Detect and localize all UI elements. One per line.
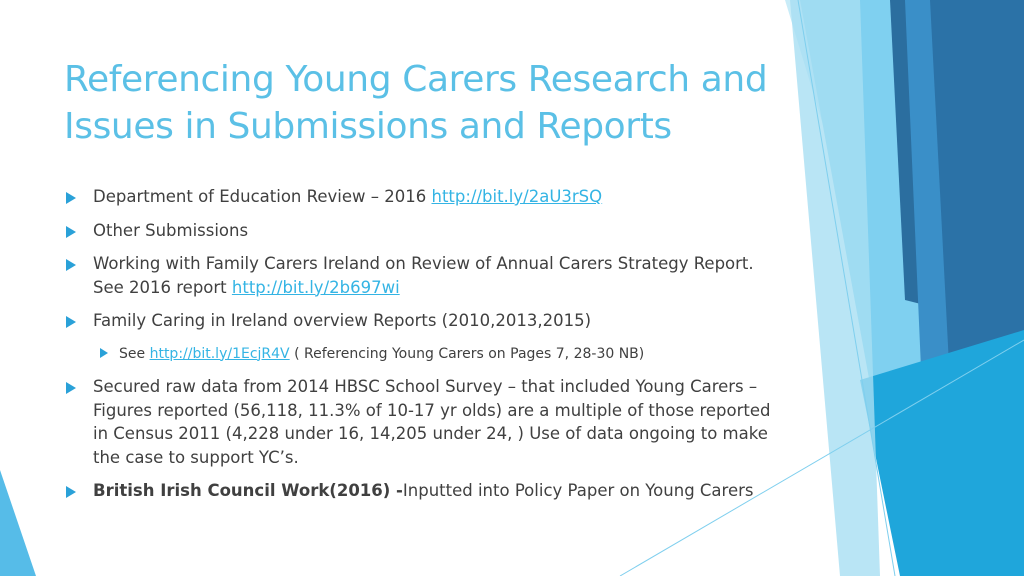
bullet-list (64, 185, 784, 513)
bullet-item (64, 252, 784, 299)
sub-bullet-prefix: See (119, 345, 150, 362)
deco-shape-left (0, 470, 36, 576)
bullet-arrow-icon (66, 486, 76, 498)
bullet-item (64, 219, 784, 243)
bullet-bold-text: British Irish Council Work(2016) - (93, 481, 403, 500)
sub-bullet-item (98, 343, 784, 367)
bullet-item (64, 479, 784, 503)
bullet-item (64, 185, 784, 209)
bullet-text: Working with Family Carers Ireland on Review of Annual Carers Strategy Report. See 2016 report (93, 254, 754, 297)
bullet-arrow-icon (66, 382, 76, 394)
bullet-arrow-icon (66, 259, 76, 271)
sub-bullet-suffix: ( Referencing Young Carers on Pages 7, 28-30 NB) (289, 345, 645, 362)
bullet-text: Department of Education Review – 2016 (93, 187, 432, 206)
slide-title-line-1: Referencing Young Carers Research and (64, 59, 768, 100)
bullet-text: Inputted into Policy Paper on Young Carers (402, 481, 754, 500)
bullet-item (64, 375, 784, 469)
family-caring-reports-link[interactable]: http://bit.ly/1EcjR4V (149, 345, 290, 362)
bullet-arrow-icon (66, 226, 76, 238)
carers-strategy-report-link[interactable]: http://bit.ly/2b697wi (231, 277, 400, 297)
bullet-text: Family Caring in Ireland overview Reports (2010,2013,2015) (93, 311, 592, 330)
slide-title (64, 56, 784, 150)
bullet-arrow-icon (66, 192, 76, 204)
bullet-item (64, 309, 784, 333)
sub-bullet-arrow-icon (100, 348, 108, 358)
bullet-arrow-icon (66, 316, 76, 328)
slide-title-line-2: Issues in Submissions and Reports (64, 106, 672, 147)
dept-education-review-link[interactable]: http://bit.ly/2aU3rSQ (431, 187, 603, 206)
bullet-text: Secured raw data from 2014 HBSC School Survey – that included Young Carers – Figures reported (56,118, 11.3% of 10-17 yr olds) are a multiple of those reported in Census 2011 (4,228 under 16, 14,205 under 24, ) Use of data ongoing to make the case to support YC’s. (93, 377, 771, 467)
bullet-text: Other Submissions (93, 220, 249, 240)
